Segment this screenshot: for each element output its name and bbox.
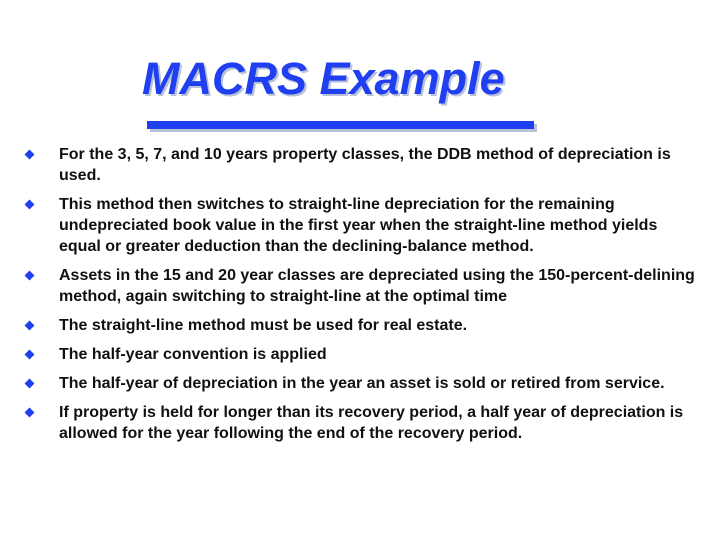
bullet-text-4: The straight-line method must be used for real estate.: [59, 317, 468, 334]
bullet-text-7: If property is held for longer than its recovery period, a half year of depreciation is allowed for the year following the end of the recovery period.: [59, 404, 684, 442]
diamond-bullet-icon: [25, 150, 35, 160]
bullet-list: [24, 144, 700, 444]
diamond-bullet-icon: [25, 350, 35, 360]
bullet-text-1: For the 3, 5, 7, and 10 years property classes, the DDB method of depreciation is used.: [59, 146, 671, 184]
bullet-item-1: [24, 144, 700, 186]
diamond-bullet-icon: [25, 379, 35, 389]
diamond-bullet-icon: [25, 321, 35, 331]
title-underline: [147, 121, 534, 129]
bullet-item-5: [24, 344, 700, 365]
bullet-item-7: [24, 402, 700, 444]
bullet-item-2: [24, 194, 700, 257]
bullet-text-5: The half-year convention is applied: [59, 346, 327, 363]
bullet-item-6: [24, 373, 700, 394]
bullet-item-3: [24, 265, 700, 307]
bullet-text-6: The half-year of depreciation in the year an asset is sold or retired from service.: [59, 375, 665, 392]
bullet-text-3: Assets in the 15 and 20 year classes are depreciated using the 150-percent-delining method, again switching to straight-line at the optimal time: [59, 267, 695, 305]
diamond-bullet-icon: [25, 408, 35, 418]
bullet-item-4: [24, 315, 700, 336]
diamond-bullet-icon: [25, 200, 35, 210]
diamond-bullet-icon: [25, 271, 35, 281]
bullet-text-2: This method then switches to straight-line depreciation for the remaining undepreciated book value in the first year when the straight-line method yields equal or greater deduction than the declining-balance method.: [59, 196, 658, 255]
slide-title: MACRS Example: [142, 53, 505, 104]
